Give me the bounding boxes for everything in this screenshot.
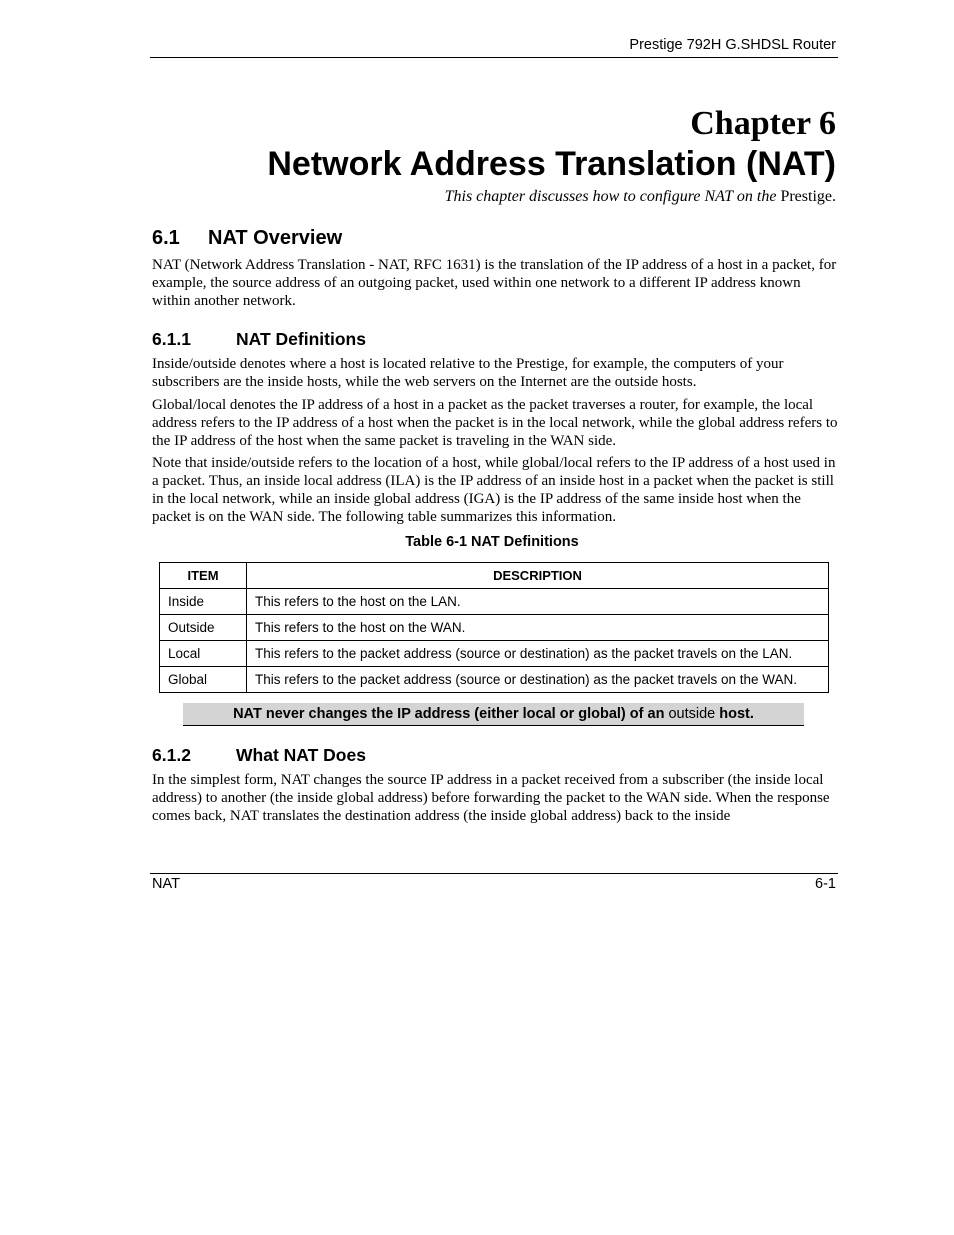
section-number: 6.1.1	[152, 329, 191, 349]
footer-section-name: NAT	[152, 876, 180, 892]
table-row	[160, 589, 829, 615]
section-number: 6.1	[152, 227, 180, 249]
chapter-subtitle-product: Prestige	[780, 188, 832, 205]
section-heading-6-1	[152, 227, 342, 250]
note-bold-end: host.	[719, 706, 754, 722]
table-caption: Table 6-1 NAT Definitions	[405, 534, 579, 550]
table-cell-item: Inside	[160, 589, 247, 615]
note-plain-word: outside	[668, 706, 716, 722]
chapter-subtitle-text: This chapter discusses how to configure NAT on the	[444, 188, 777, 205]
table-cell-description: This refers to the host on the WAN.	[247, 615, 829, 641]
paragraph-note-ila-iga: Note that inside/outside refers to the location of a host, while global/local refers to the IP address of a host used in a packet. Thus, an inside local address (ILA) is the IP address of an inside host in a packet when the packet is still in the local network, while an inside global address (IGA) is the IP address of the same inside host when the packet is on the WAN side. The following table summarizes this information.	[152, 455, 836, 525]
paragraph-what-nat-does: In the simplest form, NAT changes the source IP address in a packet received from a subscriber (the inside local address) to another (the inside global address) before forwarding the packet to the WAN side. When the response comes back, NAT translates the destination address (the inside global address) back to the inside	[152, 772, 830, 824]
note-bold-start: NAT never changes the IP address (either local or global) of an	[233, 706, 665, 722]
footer-page-number: 6-1	[815, 876, 836, 892]
footer-rule	[150, 873, 838, 874]
nat-definitions-table	[159, 562, 829, 693]
chapter-title: Network Address Translation (NAT)	[267, 145, 836, 183]
section-title: NAT Overview	[208, 227, 343, 249]
column-header-description: DESCRIPTION	[247, 563, 829, 589]
paragraph-global-local: Global/local denotes the IP address of a host in a packet as the packet traverses a router, for example, the local address refers to the IP address of a host when the packet is in the local network, while the global address refers to the IP address of the host when the same packet is traveling in the WAN side.	[152, 397, 838, 449]
paragraph-nat-overview: NAT (Network Address Translation - NAT, RFC 1631) is the translation of the IP address of a host in a packet, for example, the source address of an outgoing packet, used within one network to a different IP address known within another network.	[152, 257, 837, 309]
table-cell-item: Local	[160, 641, 247, 667]
table-row	[160, 667, 829, 693]
chapter-subtitle-end: .	[832, 188, 836, 205]
column-header-item: ITEM	[160, 563, 247, 589]
chapter-subtitle	[445, 188, 836, 206]
section-heading-6-1-1	[152, 329, 366, 350]
note-box	[183, 703, 804, 726]
section-title: What NAT Does	[236, 745, 366, 765]
paragraph-inside-outside: Inside/outside denotes where a host is located relative to the Prestige, for example, the computers of your subscribers are the inside hosts, while the web servers on the Internet are the outside hosts.	[152, 356, 784, 390]
chapter-number: Chapter 6	[690, 105, 836, 142]
table-cell-item: Global	[160, 667, 247, 693]
section-number: 6.1.2	[152, 745, 191, 765]
table-row	[160, 641, 829, 667]
table-cell-description: This refers to the packet address (source or destination) as the packet travels on the WAN.	[247, 667, 829, 693]
table-cell-description: This refers to the host on the LAN.	[247, 589, 829, 615]
header-rule	[150, 57, 838, 58]
table-header-row	[160, 563, 829, 589]
table-cell-item: Outside	[160, 615, 247, 641]
table-row	[160, 615, 829, 641]
section-title: NAT Definitions	[236, 329, 366, 349]
table-cell-description: This refers to the packet address (source or destination) as the packet travels on the LAN.	[247, 641, 829, 667]
section-heading-6-1-2	[152, 745, 366, 766]
running-header: Prestige 792H G.SHDSL Router	[629, 37, 836, 53]
